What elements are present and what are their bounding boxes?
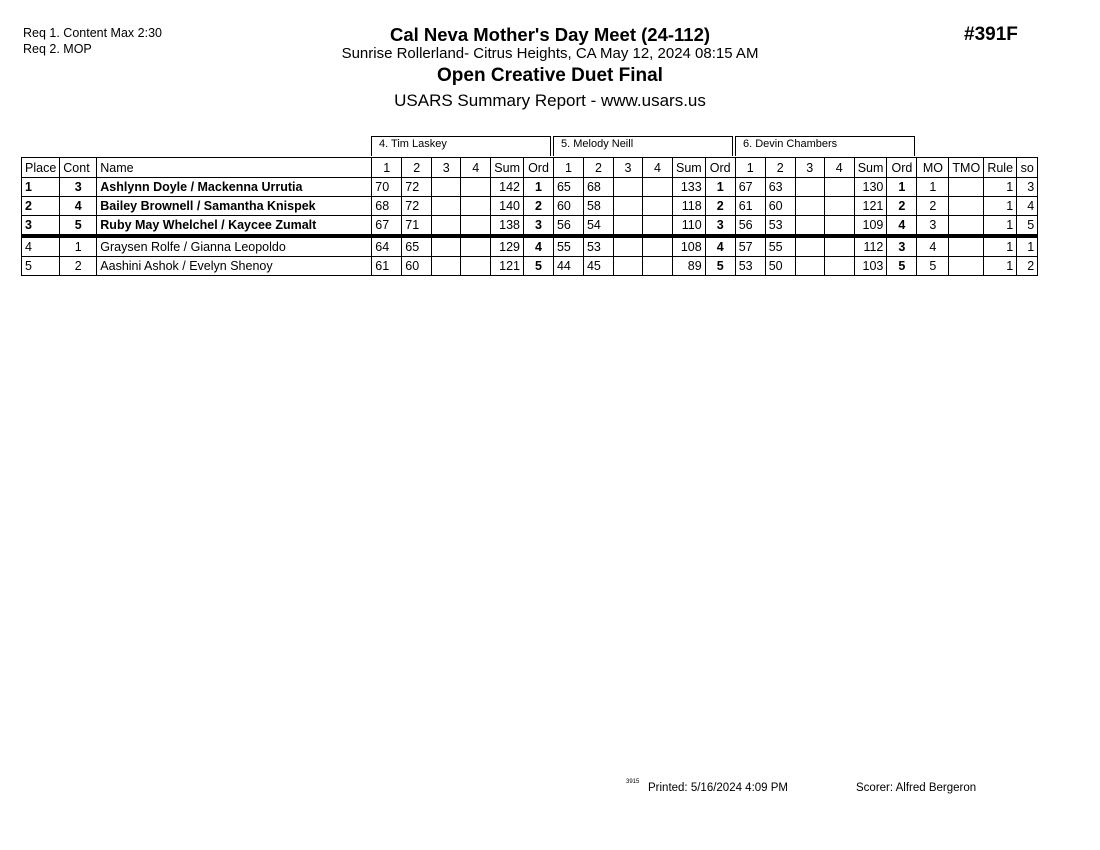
- cell-judge2-s1: 56: [553, 216, 583, 237]
- cell-judge3-s4: [824, 216, 854, 237]
- cell-judge2-s1: 60: [553, 197, 583, 216]
- cell-judge3-s1: 57: [735, 236, 765, 257]
- cell-judge1-sum: 121: [491, 257, 524, 276]
- cell-judge2-sum: 118: [672, 197, 705, 216]
- cell-judge3-s2: 53: [765, 216, 795, 237]
- col-j1-4: 4: [461, 158, 491, 178]
- venue-line: Sunrise Rollerland- Citrus Heights, CA May 12, 2024 08:15 AM: [341, 45, 759, 62]
- cell-mo: 1: [917, 178, 949, 197]
- cell-name: Bailey Brownell / Samantha Knispek: [97, 197, 372, 216]
- cell-judge2-s2: 58: [583, 197, 613, 216]
- table-row: [22, 197, 1038, 216]
- cell-judge2-s2: 54: [583, 216, 613, 237]
- cell-name: Ashlynn Doyle / Mackenna Urrutia: [97, 178, 372, 197]
- cell-judge2-ord: 1: [705, 178, 735, 197]
- cell-judge3-sum: 103: [854, 257, 887, 276]
- cell-judge2-s4: [642, 197, 672, 216]
- cell-judge1-ord: 5: [523, 257, 553, 276]
- cell-tmo: [949, 257, 984, 276]
- cell-mo: 3: [917, 216, 949, 237]
- cell-judge2-ord: 2: [705, 197, 735, 216]
- cell-judge1-s1: 68: [372, 197, 402, 216]
- cell-judge3-ord: 2: [887, 197, 917, 216]
- cell-judge1-s2: 60: [402, 257, 432, 276]
- requirement-1: Req 1. Content Max 2:30: [23, 26, 162, 40]
- col-so: so: [1017, 158, 1038, 178]
- col-j3-sum: Sum: [854, 158, 887, 178]
- cell-judge2-s3: [613, 178, 642, 197]
- cell-judge1-s3: [432, 216, 461, 237]
- cell-cont: 5: [60, 216, 97, 237]
- cell-judge1-s2: 71: [402, 216, 432, 237]
- cell-judge2-sum: 133: [672, 178, 705, 197]
- cell-rule: 1: [984, 216, 1017, 237]
- cell-judge3-ord: 1: [887, 178, 917, 197]
- judge-header-3: 6. Devin Chambers: [735, 136, 915, 156]
- printed-date: Printed: 5/16/2024 4:09 PM: [648, 782, 789, 794]
- col-j3-2: 2: [765, 158, 795, 178]
- cell-tmo: [949, 236, 984, 257]
- cell-judge1-s1: 70: [372, 178, 402, 197]
- cell-cont: 2: [60, 257, 97, 276]
- col-j3-3: 3: [795, 158, 824, 178]
- event-number: #391F: [964, 24, 1018, 45]
- judge-header-1: 4. Tim Laskey: [371, 136, 551, 156]
- cell-judge3-s1: 53: [735, 257, 765, 276]
- cell-judge2-s3: [613, 216, 642, 237]
- cell-judge2-ord: 4: [705, 236, 735, 257]
- print-code: 3915: [626, 779, 640, 785]
- cell-judge3-sum: 130: [854, 178, 887, 197]
- cell-judge3-s2: 50: [765, 257, 795, 276]
- cell-judge3-s2: 63: [765, 178, 795, 197]
- cell-judge2-sum: 108: [672, 236, 705, 257]
- cell-judge2-ord: 3: [705, 216, 735, 237]
- results-table: [21, 157, 1038, 276]
- cell-place: 3: [22, 216, 60, 237]
- results-body: [22, 178, 1038, 276]
- cell-tmo: [949, 216, 984, 237]
- col-j2-4: 4: [642, 158, 672, 178]
- cell-judge1-s4: [461, 197, 491, 216]
- cell-judge2-s3: [613, 257, 642, 276]
- cell-so: 5: [1017, 216, 1038, 237]
- cell-judge1-ord: 4: [523, 236, 553, 257]
- cell-judge1-s2: 65: [402, 236, 432, 257]
- cell-judge1-s3: [432, 236, 461, 257]
- cell-judge1-s4: [461, 216, 491, 237]
- col-j1-3: 3: [432, 158, 461, 178]
- requirement-2: Req 2. MOP: [23, 42, 92, 56]
- table-row: [22, 257, 1038, 276]
- meet-title: Cal Neva Mother's Day Meet (24-112): [389, 24, 711, 45]
- cell-judge1-s4: [461, 257, 491, 276]
- cell-judge1-s4: [461, 178, 491, 197]
- cell-judge1-sum: 138: [491, 216, 524, 237]
- cell-judge3-sum: 112: [854, 236, 887, 257]
- cell-judge2-s2: 68: [583, 178, 613, 197]
- cell-judge3-s4: [824, 178, 854, 197]
- cell-judge1-ord: 2: [523, 197, 553, 216]
- col-j2-2: 2: [583, 158, 613, 178]
- cell-mo: 2: [917, 197, 949, 216]
- col-place: Place: [22, 158, 60, 178]
- cell-judge2-s2: 45: [583, 257, 613, 276]
- cell-judge1-sum: 140: [491, 197, 524, 216]
- col-mo: MO: [917, 158, 949, 178]
- header-row: [22, 158, 1038, 178]
- col-cont: Cont: [60, 158, 97, 178]
- cell-rule: 1: [984, 236, 1017, 257]
- cell-judge3-ord: 4: [887, 216, 917, 237]
- cell-judge2-s4: [642, 236, 672, 257]
- cell-judge2-sum: 110: [672, 216, 705, 237]
- cell-place: 1: [22, 178, 60, 197]
- cell-judge2-sum: 89: [672, 257, 705, 276]
- cell-judge1-s4: [461, 236, 491, 257]
- report-name: USARS Summary Report - www.usars.us: [394, 91, 706, 110]
- cell-cont: 4: [60, 197, 97, 216]
- cell-judge3-ord: 3: [887, 236, 917, 257]
- cell-judge2-s4: [642, 178, 672, 197]
- cell-judge1-ord: 1: [523, 178, 553, 197]
- cell-rule: 1: [984, 197, 1017, 216]
- cell-judge1-s1: 61: [372, 257, 402, 276]
- cell-judge3-s1: 56: [735, 216, 765, 237]
- col-j3-4: 4: [824, 158, 854, 178]
- event-name: Open Creative Duet Final: [437, 65, 663, 86]
- cell-judge2-s1: 44: [553, 257, 583, 276]
- cell-rule: 1: [984, 178, 1017, 197]
- cell-place: 2: [22, 197, 60, 216]
- col-j2-sum: Sum: [672, 158, 705, 178]
- cell-judge1-s1: 64: [372, 236, 402, 257]
- col-tmo: TMO: [949, 158, 984, 178]
- cell-judge2-s3: [613, 236, 642, 257]
- cell-name: Ruby May Whelchel / Kaycee Zumalt: [97, 216, 372, 237]
- cell-judge1-ord: 3: [523, 216, 553, 237]
- cell-judge3-s3: [795, 216, 824, 237]
- cell-judge1-s3: [432, 197, 461, 216]
- cell-place: 5: [22, 257, 60, 276]
- cell-judge3-s2: 55: [765, 236, 795, 257]
- cell-mo: 5: [917, 257, 949, 276]
- cell-tmo: [949, 178, 984, 197]
- col-j3-1: 1: [735, 158, 765, 178]
- table-row: [22, 178, 1038, 197]
- col-j1-1: 1: [372, 158, 402, 178]
- judge-header-2: 5. Melody Neill: [553, 136, 733, 156]
- col-j2-ord: Ord: [705, 158, 735, 178]
- table-row: [22, 236, 1038, 257]
- cell-judge3-ord: 5: [887, 257, 917, 276]
- table-row: [22, 216, 1038, 237]
- col-j3-ord: Ord: [887, 158, 917, 178]
- cell-so: 1: [1017, 236, 1038, 257]
- cell-judge1-s2: 72: [402, 178, 432, 197]
- cell-judge3-s3: [795, 197, 824, 216]
- cell-cont: 1: [60, 236, 97, 257]
- cell-judge1-sum: 142: [491, 178, 524, 197]
- cell-tmo: [949, 197, 984, 216]
- cell-judge3-s4: [824, 197, 854, 216]
- cell-judge2-s1: 65: [553, 178, 583, 197]
- cell-judge1-s3: [432, 178, 461, 197]
- cell-judge1-s1: 67: [372, 216, 402, 237]
- cell-judge3-s2: 60: [765, 197, 795, 216]
- cell-judge3-s1: 61: [735, 197, 765, 216]
- cell-so: 2: [1017, 257, 1038, 276]
- scorer: Scorer: Alfred Bergeron: [856, 782, 977, 794]
- cell-judge3-s1: 67: [735, 178, 765, 197]
- cell-judge3-s3: [795, 257, 824, 276]
- col-rule: Rule: [984, 158, 1017, 178]
- cell-judge1-s3: [432, 257, 461, 276]
- col-j2-3: 3: [613, 158, 642, 178]
- cell-place: 4: [22, 236, 60, 257]
- col-j1-ord: Ord: [523, 158, 553, 178]
- cell-judge1-sum: 129: [491, 236, 524, 257]
- cell-judge3-s4: [824, 236, 854, 257]
- col-j2-1: 1: [553, 158, 583, 178]
- cell-judge2-s4: [642, 257, 672, 276]
- cell-mo: 4: [917, 236, 949, 257]
- cell-judge3-sum: 109: [854, 216, 887, 237]
- cell-judge2-ord: 5: [705, 257, 735, 276]
- col-j1-2: 2: [402, 158, 432, 178]
- col-name: Name: [97, 158, 372, 178]
- cell-name: Graysen Rolfe / Gianna Leopoldo: [97, 236, 372, 257]
- cell-so: 3: [1017, 178, 1038, 197]
- cell-rule: 1: [984, 257, 1017, 276]
- cell-name: Aashini Ashok / Evelyn Shenoy: [97, 257, 372, 276]
- col-j1-sum: Sum: [491, 158, 524, 178]
- cell-judge2-s3: [613, 197, 642, 216]
- cell-judge2-s2: 53: [583, 236, 613, 257]
- cell-judge2-s4: [642, 216, 672, 237]
- cell-judge3-s3: [795, 178, 824, 197]
- cell-judge3-sum: 121: [854, 197, 887, 216]
- cell-so: 4: [1017, 197, 1038, 216]
- cell-judge3-s3: [795, 236, 824, 257]
- cell-cont: 3: [60, 178, 97, 197]
- cell-judge3-s4: [824, 257, 854, 276]
- cell-judge2-s1: 55: [553, 236, 583, 257]
- cell-judge1-s2: 72: [402, 197, 432, 216]
